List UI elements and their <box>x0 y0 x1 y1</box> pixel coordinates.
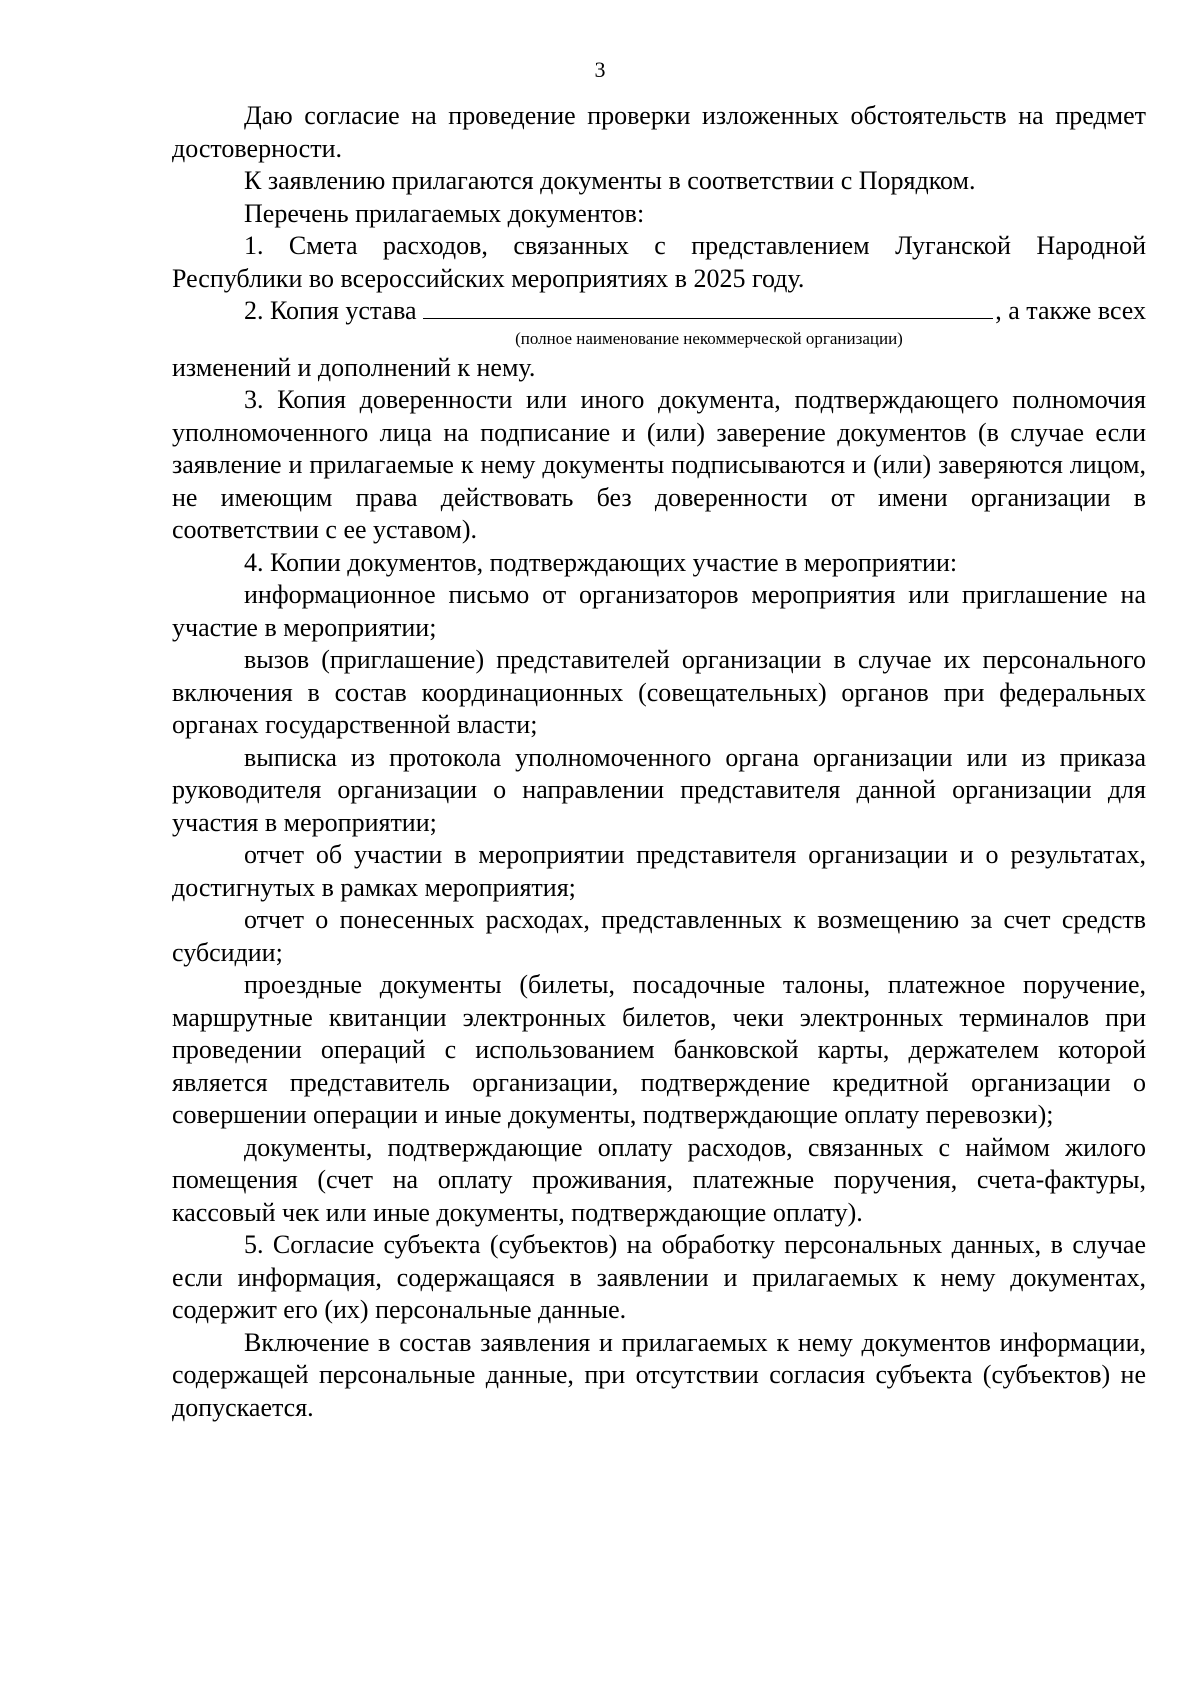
list-item-4-sub-3: выписка из протокола уполномоченного органа организации или из приказа руководителя организации о направлении представителя данной организации для участия в мероприятии; <box>172 742 1146 837</box>
list-item-4-sub-4: отчет об участии в мероприятии представителя организации и о результатах, достигнутых в рамках мероприятия; <box>172 840 1146 902</box>
organization-name-blank <box>423 296 994 319</box>
list-item-1: 1. Смета расходов, связанных с представлением Луганской Народной Республики во всероссийских мероприятиях в 2025 году. <box>172 231 1146 293</box>
organization-name-caption: (полное наименование некоммерческой организации) <box>515 328 903 348</box>
list-item-3: 3. Копия доверенности или иного документа, подтверждающего полномочия уполномоченного лица на подписание и (или) заверение документов (в случае если заявление и прилагаемые к нему документы подписываются и (или) заверяются лицом, не имеющим права действовать без доверенности от имени организации в соответствии с ее уставом). <box>172 385 1146 544</box>
list-item-2-label: 2. Копия устава <box>244 296 417 325</box>
list-item-4: 4. Копии документов, подтверждающих участие в мероприятии: <box>244 547 958 577</box>
list-item-2-continuation: изменений и дополнений к нему. <box>172 352 536 382</box>
list-item-4-sub-6: проездные документы (билеты, посадочные талоны, платежное поручение, маршрутные квитанции электронных билетов, чеки электронных терминалов при проведении операций с использованием банковской карты, держателем которой является представитель организации, подтверждение кредитной организации о совершении операции и иные документы, подтверждающие оплату перевозки); <box>172 970 1146 1129</box>
list-item-4-sub-2: вызов (приглашение) представителей организации в случае их персонального включения в состав координационных (совещательных) органов при федеральных органах государственной власти; <box>172 645 1146 739</box>
personal-data-paragraph: Включение в состав заявления и прилагаемых к нему документов информации, содержащей персональные данные, при отсутствии согласия субъекта (субъектов) не допускается. <box>172 1327 1146 1422</box>
page-number: 3 <box>594 57 606 82</box>
list-item-4-sub-1: информационное письмо от организаторов мероприятия или приглашение на участие в мероприятии; <box>172 580 1146 642</box>
attachments-paragraph: К заявлению прилагаются документы в соответствии с Порядком. <box>244 166 976 195</box>
list-item-4-sub-5: отчет о понесенных расходах, представленных к возмещению за счет средств субсидии; <box>172 905 1146 967</box>
attachments-list-heading: Перечень прилагаемых документов: <box>244 198 645 228</box>
list-item-2 <box>172 295 1146 328</box>
document-body <box>172 100 1146 1424</box>
list-item-2-tail: , а также всех <box>995 296 1146 325</box>
list-item-4-sub-7: документы, подтверждающие оплату расходов, связанных с наймом жилого помещения (счет на оплату проживания, платежные поручения, счета-фактуры, кассовый чек или иные документы, подтверждающие оплату). <box>172 1132 1146 1227</box>
list-item-5: 5. Согласие субъекта (субъектов) на обработку персональных данных, в случае если информация, содержащаяся в заявлении и прилагаемых к нему документах, содержит его (их) персональные данные. <box>172 1230 1146 1324</box>
consent-paragraph: Даю согласие на проведение проверки изложенных обстоятельств на предмет достоверности. <box>172 101 1146 163</box>
